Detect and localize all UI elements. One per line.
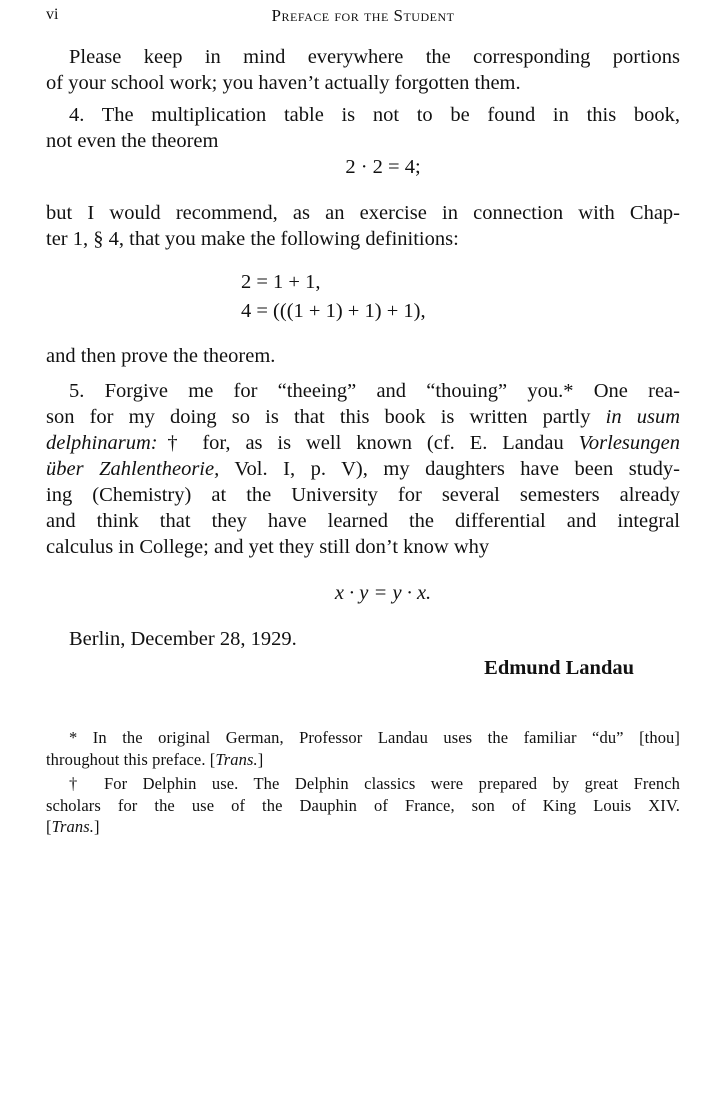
book-title: Vorlesungen: [578, 432, 680, 454]
trans-note: Trans.: [51, 817, 94, 836]
footnote-line: * In the original German, Professor Landau uses the familiar “du” [thou]: [69, 728, 680, 747]
paragraph-intro: [46, 44, 680, 96]
text-run: son for my doing so is that this book is written partly: [46, 406, 606, 428]
text-line: of your school work; you haven’t actually forgotten them.: [46, 72, 521, 94]
trans-note: Trans.: [215, 749, 258, 769]
running-head: Preface for the Student: [271, 6, 455, 25]
text-line: 5. Forgive me for “theeing” and “thouing” you.* One rea-: [69, 380, 680, 402]
paragraph-4: [46, 102, 680, 154]
author-signature: Edmund Landau: [484, 657, 634, 679]
text-line: ing (Chemistry) at the University for several semesters already: [46, 484, 680, 506]
footnote-line: † For Delphin use. The Delphin classics were prepared by great French: [69, 774, 680, 793]
footnote-line: [46, 749, 680, 771]
latin-phrase: delphinarum:: [46, 432, 158, 454]
math-theorem: 2 · 2 = 4;: [345, 156, 421, 178]
footnote-line: [46, 816, 680, 838]
book-title: über Zahlentheorie,: [46, 458, 220, 480]
page-header: [46, 6, 680, 28]
text-line: ter 1, § 4, that you make the following definitions:: [46, 228, 459, 250]
latin-phrase: in usum: [605, 406, 680, 428]
footnotes: [46, 727, 680, 838]
text-run: Vol. I, p. V), my daughters have been study-: [219, 458, 680, 480]
text-line: [46, 404, 680, 430]
text-run: † for, as is well known (cf. E. Landau: [157, 432, 579, 454]
text-line: and think that they have learned the differential and integral: [46, 510, 680, 532]
paragraph-4-end: [46, 343, 680, 369]
place-and-date: Berlin, December 28, 1929.: [69, 628, 297, 650]
text-line: Please keep in mind everywhere the corresponding portions: [69, 46, 680, 68]
text-run: ]: [93, 817, 100, 836]
paragraph-5: [46, 378, 680, 560]
text-run: ]: [257, 749, 264, 769]
paragraph-4-continued: [46, 200, 680, 252]
text-line: but I would recommend, as an exercise in connection with Chap-: [46, 202, 680, 224]
text-line: and then prove the theorem.: [46, 345, 276, 367]
math-commutativity: x · y = y · x.: [334, 582, 432, 604]
text-line: [46, 430, 680, 456]
text-line: 4. The multiplication table is not to be found in this book,: [69, 104, 680, 126]
text-run: [: [46, 817, 52, 836]
text-line: not even the theorem: [46, 130, 219, 152]
text-line: [46, 456, 680, 482]
footnote-line: scholars for the use of the Dauphin of France, son of King Louis XIV.: [46, 795, 680, 815]
math-definition-1: 2 = 1 + 1,: [241, 271, 321, 293]
text-line: calculus in College; and yet they still don’t know why: [46, 536, 490, 558]
page-number: vi: [46, 6, 59, 23]
text-run: throughout this preface. [: [46, 749, 216, 769]
math-definition-2: 4 = (((1 + 1) + 1) + 1),: [241, 300, 426, 322]
